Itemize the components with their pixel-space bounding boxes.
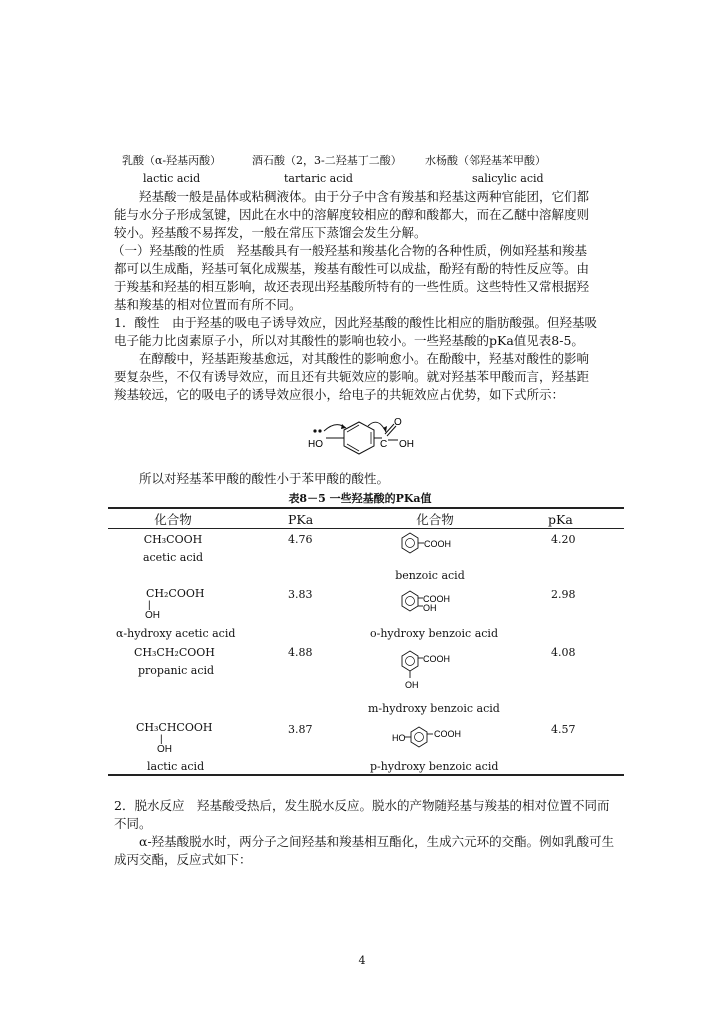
lactic-en-name: lactic acid [143,172,201,185]
table-cell-name: o-hydroxy benzoic acid [370,627,498,640]
paragraph-line: α-羟基酸脱水时，两分子之间羟基和羧基相互酯化，生成六元环的交酯。例如乳酸可生 [139,834,615,849]
cooh-label: COOH [434,729,461,739]
paragraph-line: 所以对羟基苯甲酸的酸性小于苯甲酸的酸性。 [139,471,390,486]
cooh-label: COOH [424,539,451,549]
page-number: 4 [358,954,366,967]
table-cell-name: α-hydroxy acetic acid [116,627,236,640]
oh-label: OH [405,680,419,690]
oh-label: OH [399,439,414,450]
ho-label: HO [308,439,323,450]
m-hydroxybenzoic-acid-structure [398,650,488,694]
paragraph-line: 较小。羟基酸不易挥发，一般在常压下蒸馏会发生分解。 [114,225,427,240]
table-cell-name: benzoic acid [395,569,465,582]
bond-line: | [148,600,151,611]
cooh-label: COOH [423,594,450,604]
salicylic-en-name: salicylic acid [472,172,544,185]
oh-label: OH [423,603,437,613]
table-cell-pka: 3.83 [288,588,313,601]
section-heading: （一）羟基酸的性质 羟基酸具有一般羟基和羧基化合物的各种性质，例如羟基和羧基 [112,243,588,258]
oxygen-label: O [394,417,402,428]
carbon-label: C [380,439,388,450]
tartaric-cn-name: 酒石酸（2，3-二羟基丁二酸） [252,154,402,167]
paragraph-line: 在醇酸中，羟基距羧基愈远，对其酸性的影响愈小。在酚酸中，羟基对酸性的影响 [139,351,590,366]
paragraph-line: 不同。 [114,816,152,831]
p-hydroxybenzoic-acid-structure [392,724,502,748]
table-cell-pka: 4.08 [551,646,576,659]
table-cell-formula: CH₃COOH [143,533,203,546]
salicylic-cn-name: 水杨酸（邻羟基苯甲酸） [425,154,546,167]
paragraph-line: 羧基较远，它的吸电子的诱导效应很小，给电子的共轭效应占优势，如下式所示： [114,387,565,402]
table-cell-formula: CH₃CH₂COOH [134,646,215,659]
table-header-pka: PKa [288,512,314,527]
table-cell-pka: 4.20 [551,533,576,546]
table-cell-pka: 3.87 [288,723,313,736]
table-header-compound: 化合物 [416,512,454,527]
paragraph-line: 能与水分子形成氢键，因此在水中的溶解度较相应的醇和酸都大，而在乙醚中溶解度则 [114,207,590,222]
table-cell-name: acetic acid [142,551,204,564]
resonance-structure-diagram [306,416,426,472]
table-cell-pka: 4.57 [551,723,576,736]
table-cell-formula: CH₂COOH [146,587,205,600]
paragraph-line: 要复杂些，不仅有诱导效应，而且还有共轭效应的影响。就对羟基苯甲酸而言，羟基距 [114,369,590,384]
paragraph-line: 1．酸性 由于羟基的吸电子诱导效应，因此羟基酸的酸性比相应的脂肪酸强。但羟基吸 [114,315,597,330]
lactic-cn-name: 乳酸（α-羟基丙酸） [122,154,222,167]
paragraph-line: 2．脱水反应 羟基酸受热后，发生脱水反应。脱水的产物随羟基与羧基的相对位置不同而 [114,798,610,813]
table-cell-pka: 2.98 [551,588,576,601]
table-caption: 表8－5 一些羟基酸的PKa值 [288,492,432,505]
oh-group: OH [145,610,160,621]
oh-group: OH [157,744,172,755]
table-cell-name: propanic acid [138,664,215,677]
paragraph-line: 都可以生成酯，羟基可氧化成羰基，羧基有酸性可以成盐，酚羟有酚的特性反应等。由 [114,261,590,276]
paragraph-line: 于羧基和羟基的相互影响，故还表现出羟基酸所特有的一些性质。这些特性又常根据羟 [114,279,590,294]
table-cell-name: p-hydroxy benzoic acid [370,760,499,773]
table-cell-pka: 4.88 [288,646,313,659]
paragraph-line: 羟基酸一般是晶体或粘稠液体。由于分子中含有羧基和羟基这两种官能团，它们都 [139,189,590,204]
table-top-rule [108,507,624,509]
table-cell-name: lactic acid [147,760,205,773]
table-cell-pka: 4.76 [288,533,313,546]
table-header-pka: pKa [548,512,573,527]
bond-line: | [160,734,163,745]
tartaric-en-name: tartaric acid [284,172,353,185]
table-cell-formula: CH₃CHCOOH [136,721,213,734]
ho-label: HO [392,733,406,743]
table-header-compound: 化合物 [154,512,192,527]
benzoic-acid-structure [398,532,488,556]
o-hydroxybenzoic-acid-structure [398,590,488,618]
table-cell-name: m-hydroxy benzoic acid [368,702,500,715]
paragraph-line: 成丙交酯，反应式如下： [114,852,252,867]
cooh-label: COOH [423,654,450,664]
paragraph-line: 电子能力比卤素原子小，所以对其酸性的影响也较小。一些羟基酸的pKa值见表8-5。 [114,333,584,348]
paragraph-line: 基和羧基的相对位置而有所不同。 [114,297,302,312]
table-header-rule [108,528,624,529]
